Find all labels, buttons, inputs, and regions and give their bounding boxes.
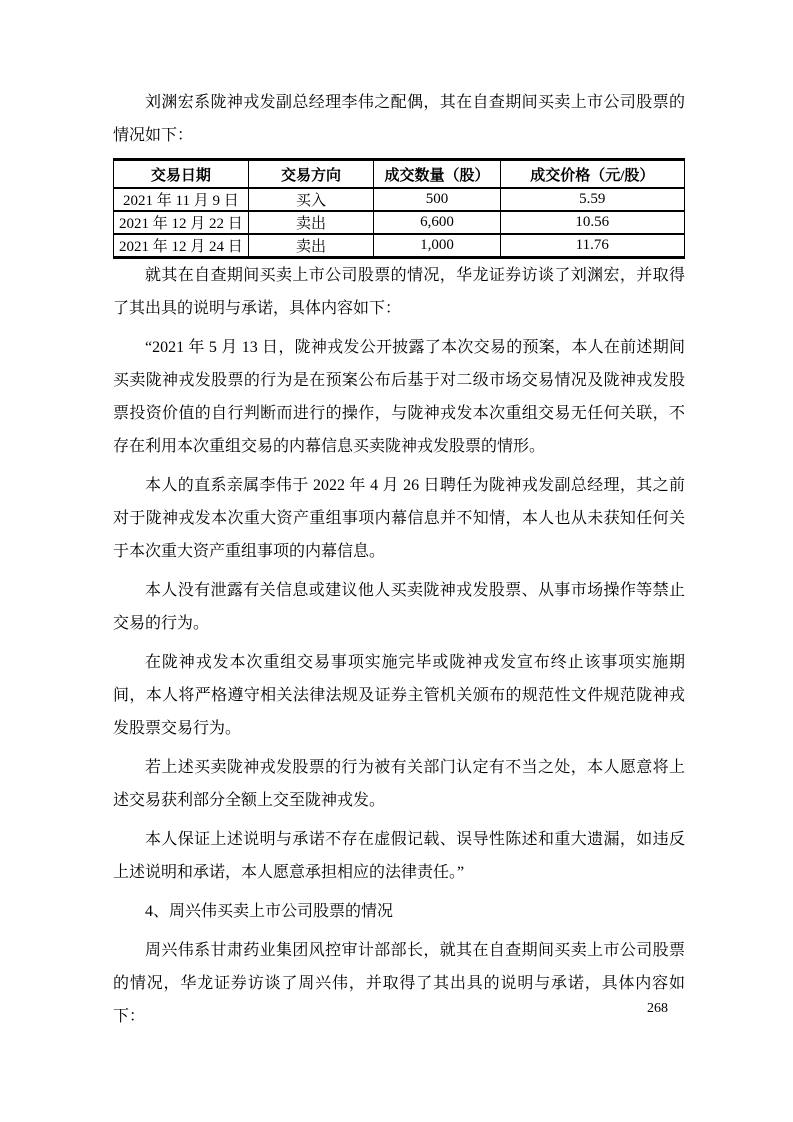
cell-trade-direction: 卖出 [248, 211, 374, 234]
header-trade-price: 成交价格（元/股） [500, 160, 684, 189]
cell-trade-price: 5.59 [500, 188, 684, 211]
intro-paragraph: 刘渊宏系陇神戎发副总经理李伟之配偶，其在自查期间买卖上市公司股票的情况如下： [113, 94, 685, 144]
statement-paragraph-6: 本人保证上述说明与承诺不存在虚假记载、误导性陈述和重大遗漏，如违反上述说明和承诺，本人愿意承担相应的法律责任。” [113, 831, 685, 881]
interview-zhou-paragraph: 周兴伟系甘肃药业集团风控审计部部长，就其在自查期间买卖上市公司股票的情况，华龙证券访谈了周兴伟，并取得了其出具的说明与承诺，具体内容如下： [113, 942, 685, 1025]
page-content [113, 86, 685, 1039]
statement-paragraph-1: “2021 年 5 月 13 日，陇神戎发公开披露了本次交易的预案，本人在前述期间买卖陇神戎发股票的行为是在预案公布后基于对二级市场交易情况及陇神戎发股票投资价值的自行判断而进行的操作，与陇神戎发本次重组交易无任何关联，不存在利用本次重组交易的内幕信息买卖陇神戎发股票的情形。 [113, 339, 685, 455]
statement-paragraph-4: 在陇神戎发本次重组交易事项实施完毕或陇神戎发宣布终止该事项实施期间，本人将严格遵守相关法律法规及证券主管机关颁布的规范性文件规范陇神戎发股票交易行为。 [113, 654, 685, 737]
header-trade-volume: 成交数量（股） [374, 160, 500, 189]
header-trade-date: 交易日期 [114, 160, 249, 189]
trades-table [113, 158, 685, 259]
cell-trade-direction: 买入 [248, 188, 374, 211]
statement-paragraph-2: 本人的直系亲属李伟于 2022 年 4 月 26 日聘任为陇神戎发副总经理，其之前对于陇神戎发本次重大资产重组事项内幕信息并不知情，本人也从未获知任何关于本次重大资产重组事项的内幕信息。 [113, 477, 685, 560]
header-trade-direction: 交易方向 [248, 160, 374, 189]
interview-liu-paragraph: 就其在自查期间买卖上市公司股票的情况，华龙证券访谈了刘渊宏，并取得了其出具的说明与承诺，具体内容如下： [113, 267, 685, 317]
table-row [114, 234, 685, 258]
cell-trade-direction: 卖出 [248, 234, 374, 258]
statement-paragraph-3: 本人没有泄露有关信息或建议他人买卖陇神戎发股票、从事市场操作等禁止交易的行为。 [113, 582, 685, 632]
cell-trade-date: 2021 年 12 月 22 日 [114, 211, 249, 234]
table-row [114, 211, 685, 234]
cell-trade-volume: 500 [374, 188, 500, 211]
cell-trade-volume: 1,000 [374, 234, 500, 258]
cell-trade-volume: 6,600 [374, 211, 500, 234]
section-heading-4: 4、周兴伟买卖上市公司股票的情况 [145, 903, 394, 920]
cell-trade-price: 11.76 [500, 234, 684, 258]
table-row [114, 188, 685, 211]
cell-trade-date: 2021 年 12 月 24 日 [114, 234, 249, 258]
statement-paragraph-5: 若上述买卖陇神戎发股票的行为被有关部门认定有不当之处，本人愿意将上述交易获利部分全额上交至陇神戎发。 [113, 759, 685, 809]
page-number: 268 [647, 1001, 668, 1016]
table-header-row [114, 160, 685, 189]
cell-trade-date: 2021 年 11 月 9 日 [114, 188, 249, 211]
cell-trade-price: 10.56 [500, 211, 684, 234]
